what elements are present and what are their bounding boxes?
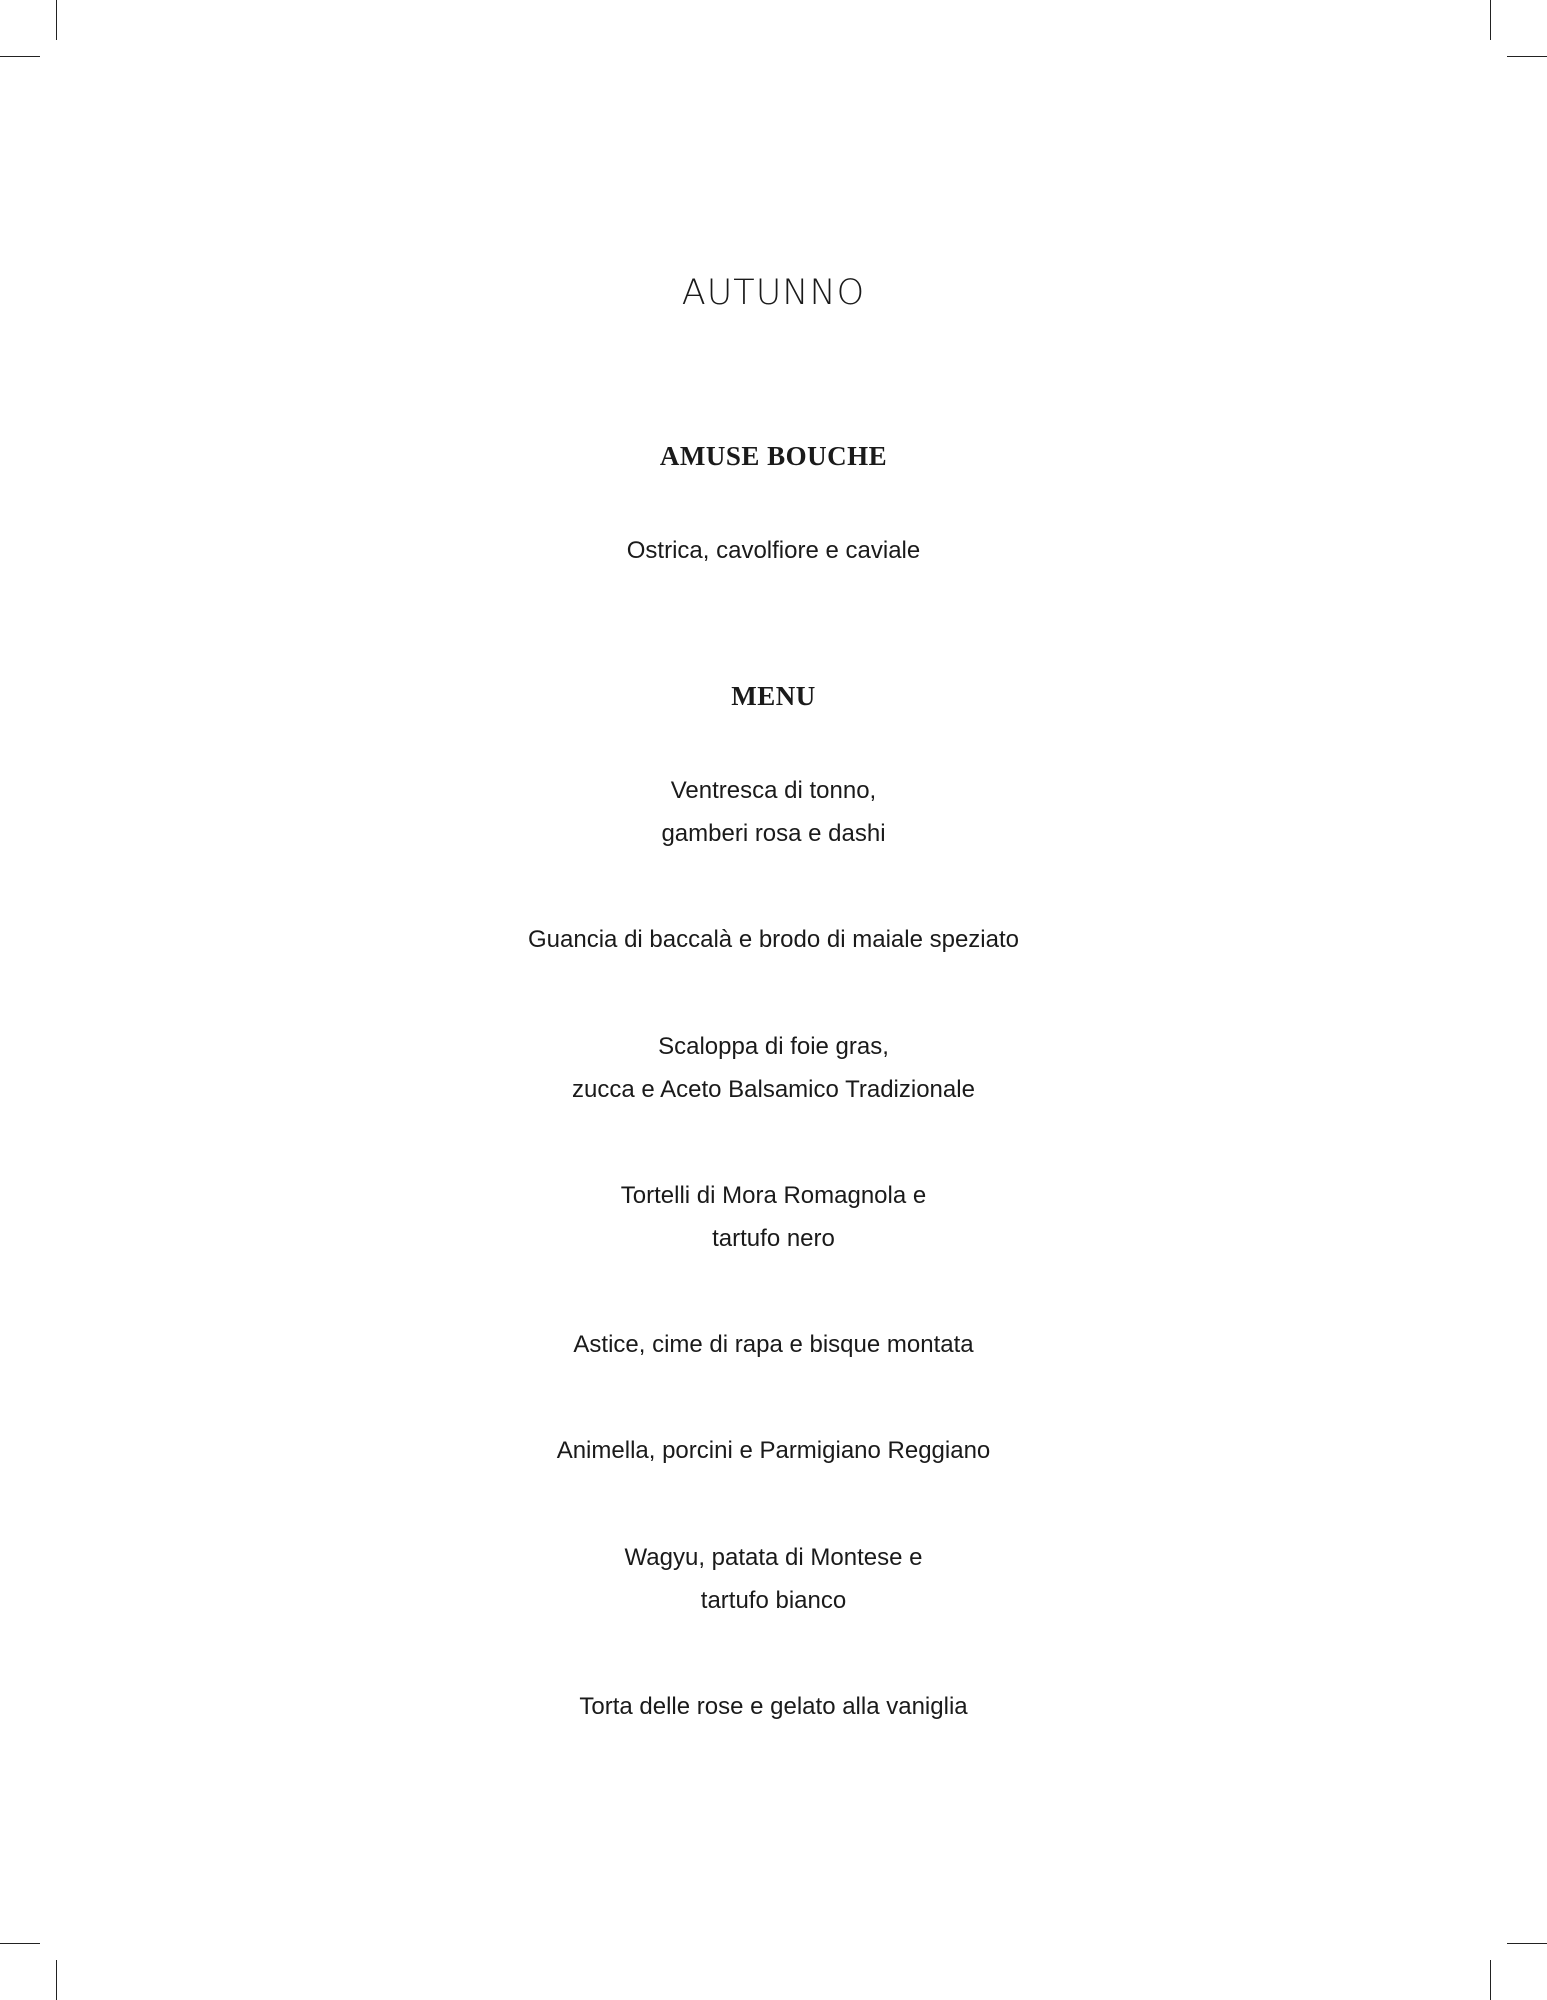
menu-dish-1 <box>0 769 1547 855</box>
dish-line: Guancia di baccalà e brodo di maiale speziato <box>528 926 1019 953</box>
dish-line: Animella, porcini e Parmigiano Reggiano <box>556 1437 991 1464</box>
dish-line: Torta delle rose e gelato alla vaniglia <box>579 1693 968 1720</box>
menu-dish-8 <box>0 1685 1547 1728</box>
crop-mark-bottom-right-horizontal <box>1507 1943 1547 1944</box>
crop-mark-bottom-left-horizontal <box>0 1943 40 1944</box>
menu-title: AUTUNNO <box>681 273 866 313</box>
dish-line: Tortelli di Mora Romagnola e <box>620 1182 927 1209</box>
dish-line: gamberi rosa e dashi <box>661 820 886 847</box>
dish-line: Astice, cime di rapa e bisque montata <box>573 1331 974 1358</box>
crop-mark-top-left-vertical <box>56 0 57 40</box>
menu-dish-6 <box>0 1429 1547 1472</box>
menu-dish-3 <box>0 1025 1547 1111</box>
menu-dish-7 <box>0 1536 1547 1622</box>
crop-mark-top-left-horizontal <box>0 56 40 57</box>
dish-line: tartufo nero <box>712 1225 835 1252</box>
crop-mark-bottom-right-vertical <box>1490 1960 1491 2000</box>
dish-line: Scaloppa di foie gras, <box>658 1033 889 1060</box>
menu-dish-5 <box>0 1323 1547 1366</box>
menu-heading: MENU <box>731 681 816 711</box>
amuse-bouche-dish <box>0 529 1547 572</box>
dish-line: Wagyu, patata di Montese e <box>624 1544 923 1571</box>
menu-dish-2 <box>0 918 1547 961</box>
crop-mark-top-right-vertical <box>1490 0 1491 40</box>
crop-mark-top-right-horizontal <box>1507 56 1547 57</box>
amuse-bouche-heading: AMUSE BOUCHE <box>659 441 888 471</box>
menu-dish-4 <box>0 1174 1547 1260</box>
crop-mark-bottom-left-vertical <box>56 1960 57 2000</box>
dish-line: Ostrica, cavolfiore e caviale <box>626 537 921 564</box>
dish-line: Ventresca di tonno, <box>670 777 877 804</box>
dish-line: tartufo bianco <box>700 1587 847 1614</box>
dish-line: zucca e Aceto Balsamico Tradizionale <box>572 1076 975 1103</box>
